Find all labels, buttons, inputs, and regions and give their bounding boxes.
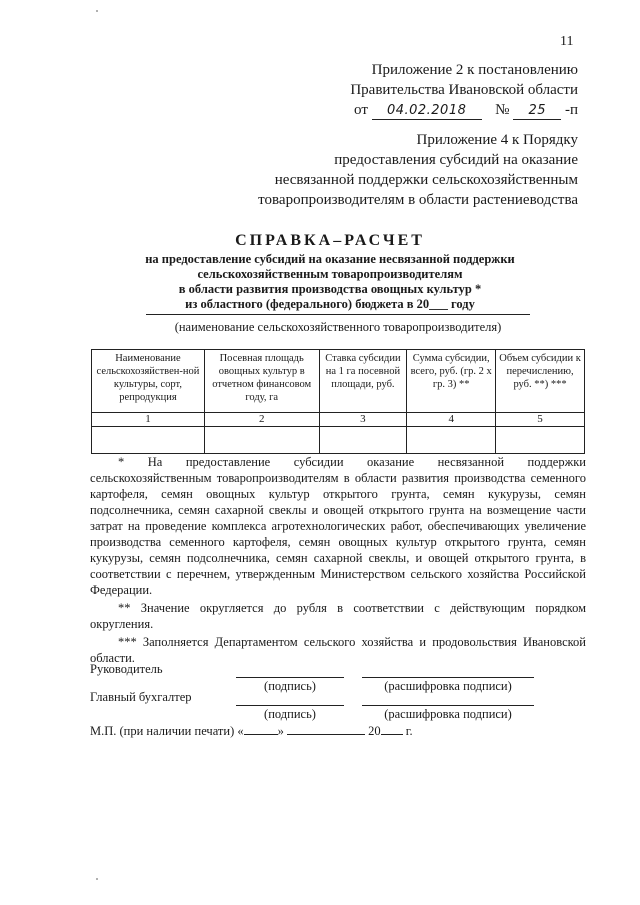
document-title: СПРАВКА–РАСЧЕТ — [235, 232, 425, 249]
table-empty-row — [92, 427, 585, 454]
producer-name-caption: (наименование сельскохозяйственного товаропроизводителя) — [174, 320, 502, 334]
table-empty-cell — [92, 427, 205, 454]
page-number: 11 — [560, 34, 574, 49]
month-blank — [287, 722, 365, 735]
annex-header-procedure — [258, 130, 578, 210]
head-label: Руководитель — [90, 662, 163, 676]
table-number-cell: 5 — [496, 413, 585, 427]
document-subtitle — [100, 252, 560, 312]
table-number-cell: 3 — [319, 413, 407, 427]
accountant-label: Главный бухгалтер — [90, 690, 192, 704]
accountant-signature-line — [236, 705, 344, 706]
subtitle-line: из областного (федерального) бюджета в 20___ году — [185, 297, 475, 311]
number-prefix: № — [495, 102, 510, 118]
table-number-cell: 2 — [204, 413, 319, 427]
signature-caption: (подпись) — [264, 707, 316, 721]
signature-caption: (подпись) — [264, 679, 316, 693]
from-prefix: от — [354, 102, 368, 118]
table-empty-cell — [204, 427, 319, 454]
annex-header-resolution — [350, 60, 578, 120]
annex-line: несвязанной поддержки сельскохозяйственным — [274, 172, 578, 188]
annex-line: предоставления субсидий на оказание — [334, 152, 578, 168]
producer-name-line — [146, 314, 530, 315]
stamp-date-line — [90, 722, 413, 739]
stamp-prefix: М.П. (при наличии печати) « — [90, 724, 244, 738]
annex-line: Приложение 2 к постановлению — [371, 62, 578, 78]
footnote-1: * На предоставление субсидии оказание несвязанной поддержки сельскохозяйственным товаропроизводителям в области развития производства семенного картофеля, семян овощных культур открытого грунта, семян кукурузы, семян подсолнечника, семян сахарной свеклы и овощей открытого грунта на возмещение части затрат на проведение комплекса агротехнологических работ, обеспечивающих увеличение производства семенного картофеля, семян овощных культур открытого грунта, семян кукурузы, семян подсолнечника, семян сахарной свеклы, и овощей открытого грунта, в соответствии с перечнем, утвержденным Министерством сельского хозяйства Российской Федерации. — [90, 455, 586, 597]
table-header-row — [92, 350, 585, 413]
table-empty-cell — [496, 427, 585, 454]
table-number-cell: 1 — [92, 413, 205, 427]
table-empty-cell — [319, 427, 407, 454]
head-decoding-line — [362, 677, 534, 678]
annex-line: Правительства Ивановской области — [350, 82, 578, 98]
scan-speck — [96, 10, 98, 12]
annex-date-number-line — [350, 100, 578, 120]
day-blank — [244, 722, 278, 735]
head-signature-line — [236, 677, 344, 678]
accountant-decoding-line — [362, 705, 534, 706]
table-number-cell: 4 — [407, 413, 496, 427]
subtitle-line: в области развития производства овощных культур * — [178, 282, 482, 296]
calculation-table — [91, 349, 585, 454]
footnote-3: *** Заполняется Департаментом сельского хозяйства и продовольствия Ивановской области. — [90, 635, 586, 665]
stamp-suffix: г. — [405, 724, 413, 738]
footnotes — [90, 454, 586, 668]
decoding-caption: (расшифровка подписи) — [384, 679, 512, 693]
annex-line: товаропроизводителям в области растениеводства — [258, 192, 578, 208]
stamp-mid: » — [277, 724, 284, 738]
scan-speck — [96, 878, 98, 880]
table-number-row — [92, 413, 585, 427]
table-header-cell: Ставка субсидии на 1 га посевной площади, руб. — [319, 350, 407, 413]
table-header-cell: Посевная площадь овощных культур в отчетном финансовом году, га — [204, 350, 319, 413]
table-header-cell: Наименование сельскохозяйствен-ной культуры, сорт, репродукция — [92, 350, 205, 413]
year-blank — [381, 722, 403, 735]
annex-line: Приложение 4 к Порядку — [416, 132, 578, 148]
subtitle-line: сельскохозяйственным товаропроизводителям — [197, 267, 463, 281]
table-header-cell: Объем субсидии к перечислению, руб. **) *** — [496, 350, 585, 413]
handwritten-number: 25 — [513, 103, 561, 120]
footnote-2: ** Значение округляется до рубля в соответствии с действующим порядком округления. — [90, 601, 586, 631]
table-empty-cell — [407, 427, 496, 454]
number-suffix: -п — [564, 102, 578, 118]
decoding-caption: (расшифровка подписи) — [384, 707, 512, 721]
subtitle-line: на предоставление субсидий на оказание несвязанной поддержки — [145, 252, 515, 266]
table-header-cell: Сумма субсидии, всего, руб. (гр. 2 х гр. 3) ** — [407, 350, 496, 413]
stamp-year: 20 — [368, 724, 381, 738]
handwritten-date: 04.02.2018 — [372, 103, 482, 120]
